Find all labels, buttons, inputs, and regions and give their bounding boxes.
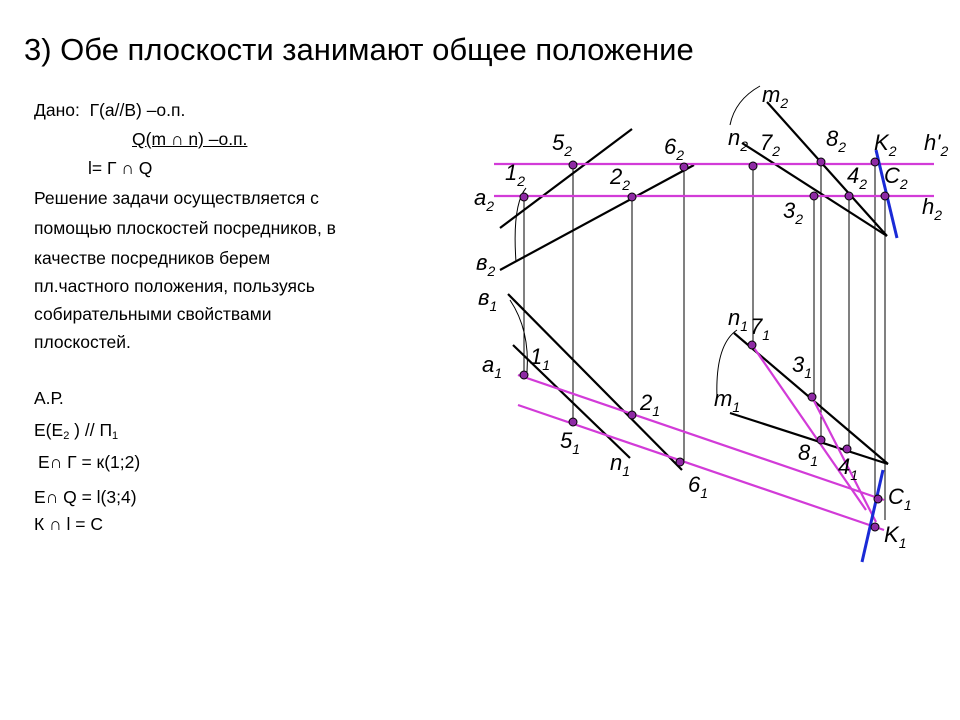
label-1-1: $1_1$	[530, 344, 551, 373]
solution-line-1: Решение задачи осуществляется с	[34, 188, 319, 208]
label-m-1: $m_1$	[714, 386, 741, 415]
point-6-1	[676, 458, 684, 466]
label-c-1: $C_1$	[888, 484, 912, 513]
label-h-prime-2: $h'_2$	[924, 130, 949, 159]
point-1-1	[520, 371, 528, 379]
point-4-1	[843, 445, 851, 453]
given-label: Дано:	[34, 100, 80, 120]
diagram-labels	[474, 82, 948, 551]
page-title: 3) Обе плоскости занимают общее положение	[24, 32, 694, 67]
given-plane-q: Q(m ∩ n) –о.п.	[132, 129, 248, 149]
label-k-1: $K_1$	[884, 522, 907, 551]
point-5-1	[569, 418, 577, 426]
label-a-2: $a_2$	[474, 185, 495, 214]
label-6-1: $6_1$	[688, 472, 709, 501]
point-4-2	[845, 192, 853, 200]
label-1-2: $1_2$	[505, 160, 526, 189]
algorithm-step-3: Е∩ Q = l(3;4)	[34, 487, 137, 507]
label-k-2: $K_2$	[874, 130, 897, 159]
algorithm-step-1: $Е(Е_2$ ) // $П_1$	[34, 420, 119, 442]
point-8-1	[817, 436, 825, 444]
point-1-2	[520, 193, 528, 201]
solution-line-5: собирательными свойствами	[34, 304, 272, 324]
point-2-2	[628, 193, 636, 201]
point-c-1	[874, 495, 882, 503]
label-a-1: $a_1$	[482, 352, 503, 381]
point-3-2	[810, 192, 818, 200]
point-7-2	[749, 162, 757, 170]
solution-line-4: пл.частного положения, пользуясь	[34, 276, 315, 296]
label-2-1: $2_1$	[640, 390, 661, 419]
point-2-1	[628, 411, 636, 419]
point-c-2	[881, 192, 889, 200]
label-6-2: $6_2$	[664, 134, 685, 163]
label-n1-top: $n_1$	[728, 305, 749, 334]
label-8-1: $8_1$	[798, 440, 819, 469]
label-3-2: $3_2$	[783, 198, 804, 227]
label-n-1: $n_1$	[610, 450, 631, 479]
label-4-1: $4_1$	[838, 454, 859, 483]
solution-line-6: плоскостей.	[34, 332, 131, 352]
label-b-2: $в_2$	[476, 250, 496, 279]
solution-line-2: помощью плоскостей посредников, в	[34, 218, 336, 238]
point-k-1	[871, 523, 879, 531]
label-8-2: $8_2$	[826, 126, 847, 155]
label-7-2: $7_2$	[760, 130, 781, 159]
label-n2: $n_2$	[728, 125, 749, 154]
point-3-1	[808, 393, 816, 401]
point-k-2	[871, 158, 879, 166]
main-lines	[500, 102, 888, 470]
link-arcs	[510, 86, 760, 398]
given-line-l: l= Г ∩ Q	[88, 158, 153, 178]
point-8-2	[817, 158, 825, 166]
label-m2: $m_2$	[762, 82, 789, 111]
solution-line-3: качестве посредников берем	[34, 248, 271, 268]
label-c-2: $C_2$	[884, 163, 908, 192]
point-5-2	[569, 161, 577, 169]
algorithm-heading: А.Р.	[34, 388, 64, 408]
point-7-1	[748, 341, 756, 349]
algorithm-step-4: К ∩ l = С	[34, 514, 103, 534]
label-2-2: $2_2$	[610, 164, 631, 193]
label-5-2: $5_2$	[552, 130, 573, 159]
points	[520, 158, 889, 531]
label-4-2: $4_2$	[847, 163, 868, 192]
algorithm-step-2: Е∩ Г = к(1;2)	[38, 452, 141, 472]
label-5-1: $5_1$	[560, 428, 581, 457]
label-h-2: $h_2$	[922, 194, 943, 223]
communication-lines	[524, 162, 885, 520]
point-6-2	[680, 163, 688, 171]
label-7-1: $7_1$	[750, 314, 771, 343]
label-3-1: $3_1$	[792, 352, 813, 381]
label-b-1: $в_1$	[478, 285, 498, 314]
given-plane-g: Г(а//В) –о.п.	[89, 100, 186, 120]
